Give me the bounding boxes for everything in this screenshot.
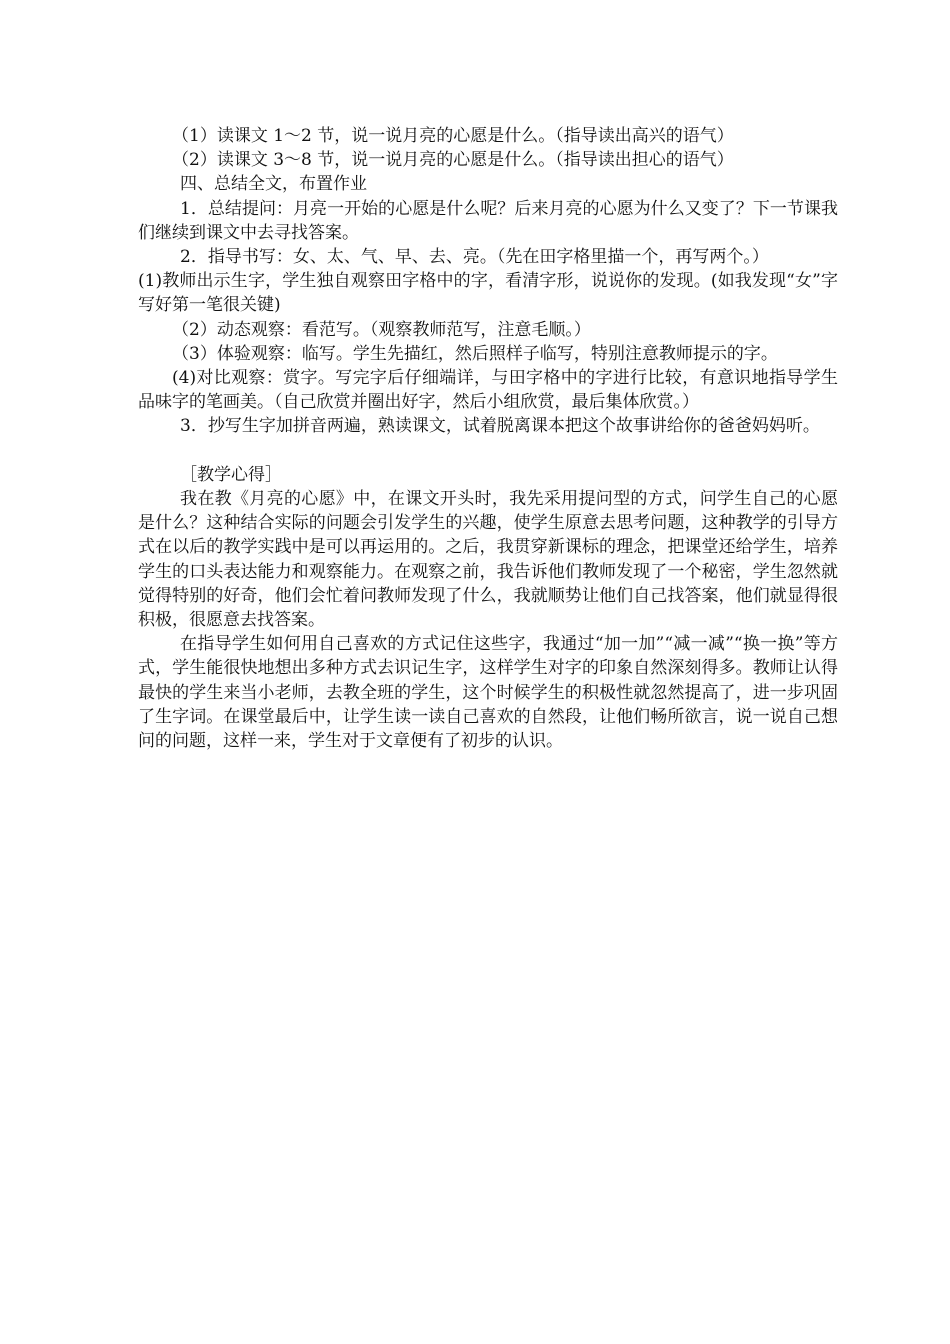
step-observe-characters: (1)教师出示生字，学生独自观察田字格中的字，看清字形，说说你的发现。(如我发现“女”字写好第一笔很关键): [138, 271, 838, 316]
step-dynamic-observation: （2）动态观察：看范写。（观察教师范写，注意毛顺。）: [172, 319, 591, 340]
step-summary-question: 1．总结提问：月亮一开始的心愿是什么呢？后来月亮的心愿为什么又变了？下一节课我们继续到课文中去寻找答案。: [138, 198, 838, 243]
section-gap: [138, 439, 838, 463]
document-body: [138, 124, 838, 753]
step-writing-guidance: 2．指导书写：女、太、气、早、去、亮。（先在田字格里描一个，再写两个。）: [180, 247, 769, 268]
step-compare-observation: (4)对比观察：赏字。写完字后仔细端详，与田字格中的字进行比较，有意识地指导学生品味字的笔画美。（自己欣赏并圈出好字，然后小组欣赏，最后集体欣赏。）: [138, 368, 838, 413]
step-read-1-2: （1）读课文 1～2 节，说一说月亮的心愿是什么。（指导读出高兴的语气）: [172, 126, 734, 146]
reflection-paragraph-2: 在指导学生如何用自己喜欢的方式记住这些字，我通过“加一加”“减一减”“换一换”等方式，学生能很快地想出多种方式去识记生字，这样学生对字的印象自然深刻得多。教师让认得最快的学生来当小老师，去教全班的学生，这个时候学生的积极性就忽然提高了，进一步巩固了生字词。在课堂最后中，让学生读一读自己喜欢的自然段，让他们畅所欲言，说一说自己想问的问题，这样一来，学生对于文章便有了初步的认识。: [138, 634, 838, 752]
section-heading-summary: 四、总结全文，布置作业: [180, 174, 367, 195]
step-experience-observation: （3）体验观察：临写。学生先描红，然后照样子临写，特别注意教师提示的字。: [172, 343, 778, 364]
reflection-paragraph-1: 我在教《月亮的心愿》中，在课文开头时，我先采用提问型的方式，问学生自己的心愿是什么？这种结合实际的问题会引发学生的兴趣，使学生原意去思考问题，这种教学的引导方式在以后的教学实践中是可以再运用的。之后，我贯穿新课标的理念，把课堂还给学生，培养学生的口头表达能力和观察能力。在观察之前，我告诉他们教师发现了一个秘密，学生忽然就觉得特别的好奇，他们会忙着问教师发现了什么，我就顺势让他们自己找答案，他们就显得很积极，很愿意去找答案。: [138, 489, 838, 631]
reflection-heading: ［教学心得］: [180, 464, 282, 485]
step-homework: 3．抄写生字加拼音两遍，熟读课文，试着脱离课本把这个故事讲给你的爸爸妈妈听。: [180, 416, 820, 437]
step-read-3-8: （2）读课文 3～8 节，说一说月亮的心愿是什么。（指导读出担心的语气）: [172, 150, 734, 171]
